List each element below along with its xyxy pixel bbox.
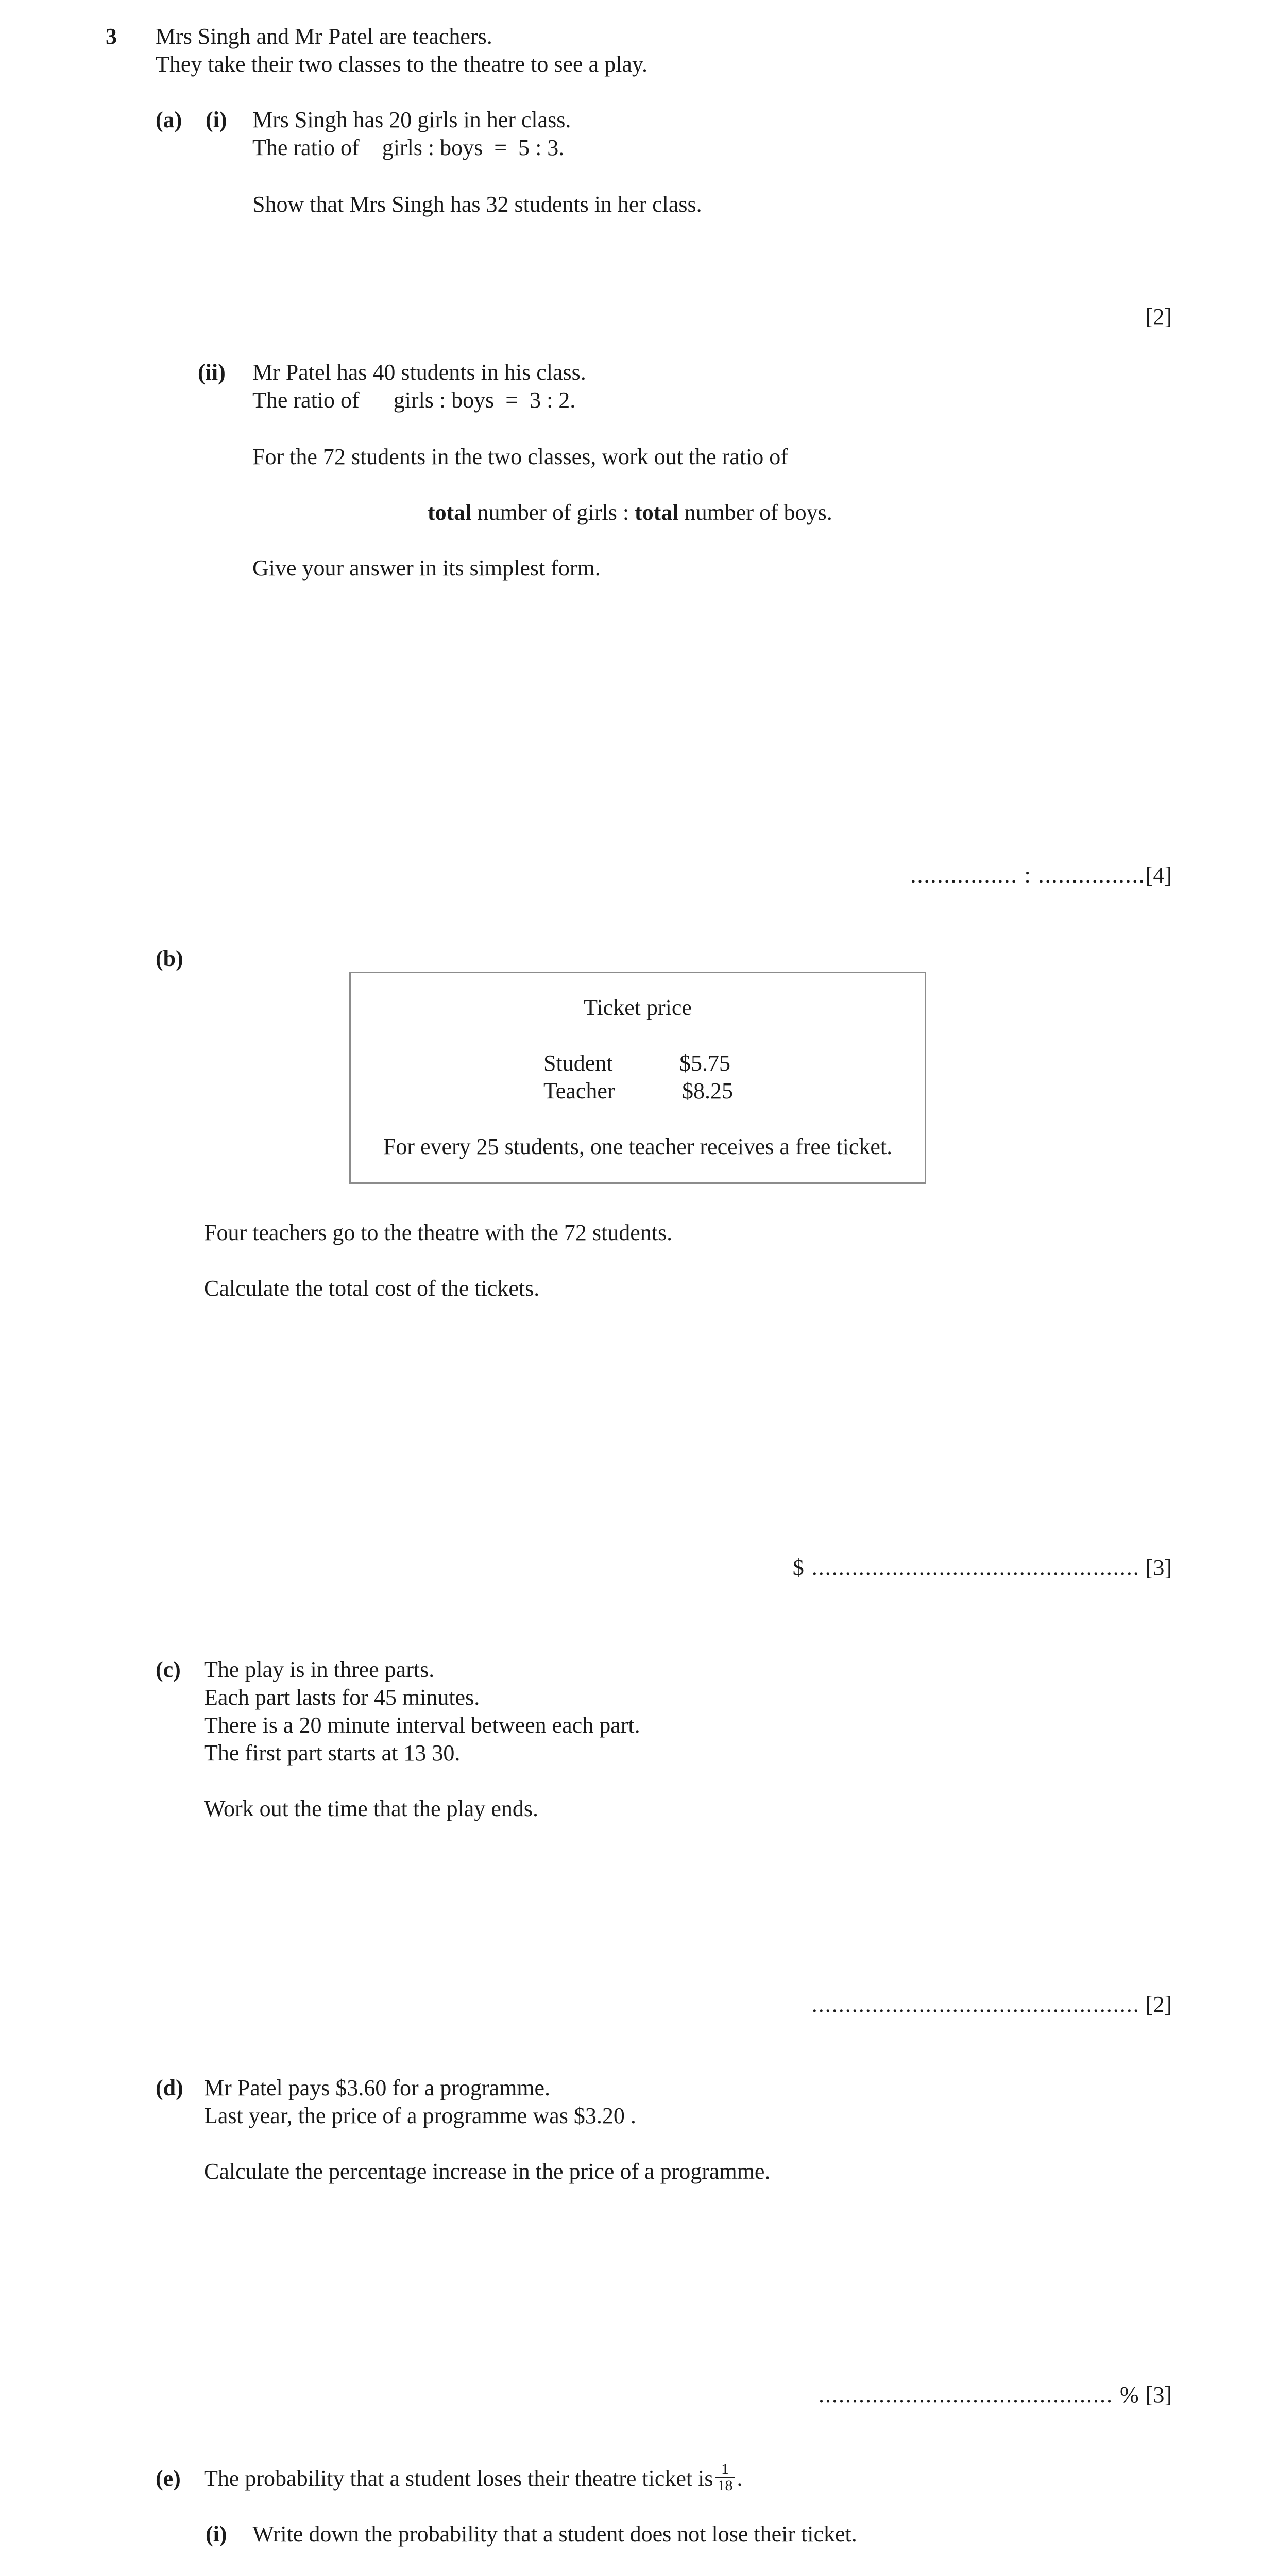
part-a-ii-ratio-statement [428,499,832,527]
part-d-line-1: Mr Patel pays $3.60 for a programme. [204,2075,551,2100]
part-c-task: Work out the time that the play ends. [204,1796,538,1821]
part-c-answer-line[interactable]: ................................................. [811,1992,1140,2017]
fraction-numerator: 1 [715,2462,735,2478]
part-e-label: (e) [156,2466,181,2491]
part-c-answer-row [812,1991,1172,2019]
ticket-row-teacher-price: $8.25 [682,1078,733,1104]
part-b-line-2: Calculate the total cost of the tickets. [204,1276,540,1301]
ticket-free-note: For every 25 students, one teacher receives a free ticket. [383,1134,893,1159]
part-b-answer-line[interactable]: $ ................................................. [792,1555,1140,1580]
part-c-marks: [2] [1145,1992,1172,2017]
ticket-price-box [349,972,926,1184]
part-b-line-1: Four teachers go to the theatre with the 72 students. [204,1220,673,1245]
probability-fraction [715,2462,735,2494]
part-e-i-label: (i) [206,2521,227,2547]
part-a-i-marks: [2] [1145,304,1172,329]
part-a-ii-label: (ii) [198,360,226,385]
question-number: 3 [106,24,117,49]
ratio-bold-total-1: total [428,500,472,525]
part-b-marks: [3] [1145,1555,1172,1580]
part-a-i-line-1: Mrs Singh has 20 girls in her class. [252,107,571,132]
intro-line-2: They take their two classes to the theatre to see a play. [156,52,648,77]
part-c-label: (c) [156,1657,181,1682]
part-a-ii-line-1: Mr Patel has 40 students in his class. [252,360,586,385]
part-d-marks: [3] [1145,2382,1172,2408]
part-d-label: (d) [156,2075,183,2100]
part-a-label: (a) [156,107,182,132]
part-d-answer-row [819,2381,1172,2409]
ticket-price-heading: Ticket price [584,995,692,1020]
part-e-text: The probability that a student loses their theatre ticket is [204,2466,713,2492]
part-e-i-task: Write down the probability that a student does not lose their ticket. [252,2521,857,2547]
ratio-end-text: number of boys. [678,500,832,525]
part-a-i-line-2: The ratio of girls : boys = 5 : 3. [252,135,565,160]
part-d-line-2: Last year, the price of a programme was $3.20 . [204,2103,636,2128]
fraction-denominator: 18 [717,2477,733,2494]
part-b-label: (b) [156,946,183,971]
ticket-row-student-price: $5.75 [679,1050,730,1076]
part-b-answer-row [793,1554,1172,1582]
part-c-line-4: The first part starts at 13 30. [204,1740,461,1766]
part-a-ii-answer-line[interactable]: ................ : ................ [910,862,1146,888]
part-a-ii-line-2: The ratio of girls : boys = 3 : 2. [252,387,576,413]
part-a-ii-simplest: Give your answer in its simplest form. [252,555,601,581]
part-c-line-3: There is a 20 minute interval between each part. [204,1713,640,1738]
part-c-line-1: The play is in three parts. [204,1657,435,1682]
intro-line-1: Mrs Singh and Mr Patel are teachers. [156,24,492,49]
ratio-bold-total-2: total [635,500,679,525]
part-a-i-label: (i) [206,107,227,132]
part-c-line-2: Each part lasts for 45 minutes. [204,1685,480,1710]
part-a-i-task: Show that Mrs Singh has 32 students in her class. [252,192,702,217]
part-a-ii-marks: [4] [1145,862,1172,888]
part-a-ii-answer-row [910,861,1172,889]
part-d-task: Calculate the percentage increase in the price of a programme. [204,2159,771,2184]
ticket-row-teacher-type: Teacher [543,1078,615,1104]
ticket-row-student-type: Student [543,1050,613,1076]
ratio-mid-text: number of girls : [471,500,635,525]
part-e-text-row: The probability that a student loses their theatre ticket is $\frac{1}{18}$ . [204,2461,743,2494]
part-a-ii-task: For the 72 students in the two classes, work out the ratio of [252,444,788,469]
part-d-answer-line[interactable]: ............................................ % [819,2382,1140,2408]
